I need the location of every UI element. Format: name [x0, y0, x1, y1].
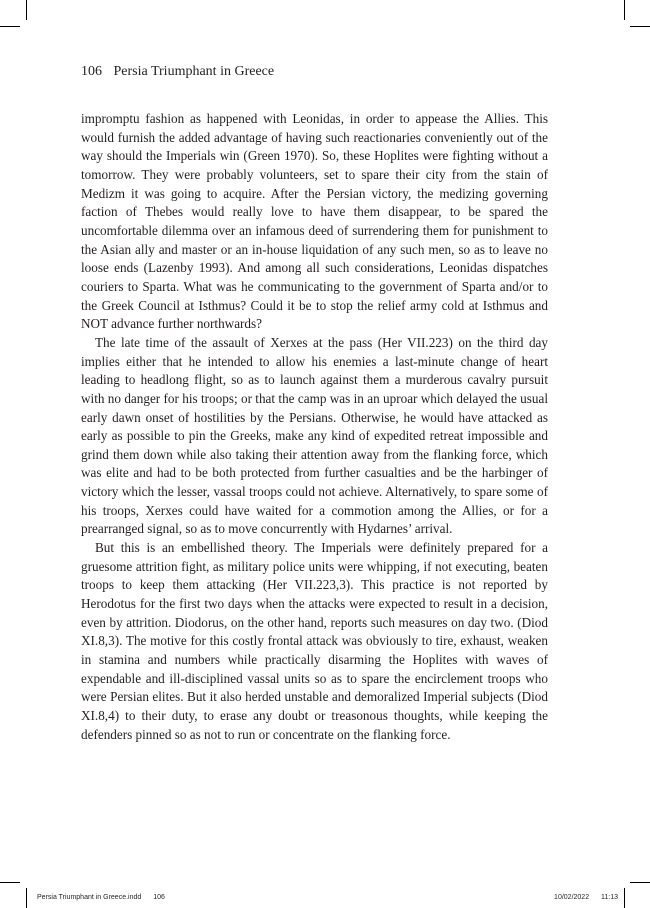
crop-mark	[26, 888, 27, 908]
slug-file-info	[37, 893, 165, 902]
running-head	[81, 62, 274, 82]
paragraph: impromptu fashion as happened with Leonidas, in order to appease the Allies. This would furnish the added advantage of having such reactionaries conveniently out of the way should the Imperials win (Green 1970). So, these Hoplites were fighting without a tomorrow. They were probably volunteers, set to spare their city from the stain of Medizm it was going to acquire. After the Persian victory, the medizing governing faction of Thebes would really love to have them disappear, to be spared the uncomfortable dilemma over an infamous deed of surrendering them for punishment to the Asian ally and master or an in-house liquidation of any such men, so as to leave no loose ends (Lazenby 1993). And among all such considerations, Leonidas dispatches couriers to Sparta. What was he communicating to the government of Sparta and/or to the Greek Council at Isthmus? Could it be to stop the relief army cold at Isthmus and NOT advance further northwards?	[81, 111, 548, 332]
body-text	[81, 110, 548, 744]
crop-mark	[26, 0, 27, 20]
crop-mark	[630, 26, 650, 27]
crop-mark	[624, 888, 625, 908]
crop-mark	[630, 882, 650, 883]
running-head-title: Persia Triumphant in Greece	[113, 64, 275, 79]
page-number: 106	[81, 64, 102, 79]
crop-mark	[0, 882, 20, 883]
paragraph: The late time of the assault of Xerxes at the pass (Her VII.223) on the third day implies either that he intended to allow his enemies a last-minute change of heart leading to headlong flight, so as to launch against them a murderous cavalry pursuit with no danger for his troops; or that the camp was in an uproar which delayed the usual early dawn onset of hostilities by the Persians. Otherwise, he would have attacked as early as possible to pin the Greeks, make any kind of expedited retreat impossible and grind them down while also taking their attention away from the flanking force, which was elite and had to be both protected from further casualties and be the harbinger of victory which the lesser, vassal troops could not achieve. Alternatively, to spare some of his troops, Xerxes could have waited for a commotion among the Allies, or for a prearranged signal, so as to move concurrently with Hydarnes’ arrival.	[81, 334, 548, 537]
slug-page: 106	[153, 894, 165, 901]
slug-date: 10/02/2022	[554, 894, 590, 901]
paragraph: But this is an embellished theory. The Imperials were definitely prepared for a gruesome attrition fight, as military police units were whipping, if not executing, beaten troops to keep them attacking (Her VII.223,3). This practice is not reported by Herodotus for the first two days when the attacks were expected to result in a decision, even by attrition. Diodorus, on the other hand, reports such measures on day two. (Diod XI.8,3). The motive for this costly frontal attack was obviously to tire, exhaust, weaken in stamina and numbers while practically disarming the Hoplites with waves of expendable and ill-disciplined vassal units so as to spare the encirclement troops who were Persian elites. But it also herded unstable and demoralized Imperial subjects (Diod XI.8,4) to their duty, to erase any doubt or treasonous thoughts, while keeping the defenders pinned so as not to run or concentrate on the flanking force.	[81, 540, 548, 742]
crop-mark	[624, 0, 625, 20]
crop-mark	[0, 26, 20, 27]
slug-file-name: Persia Triumphant in Greece.indd	[37, 894, 142, 901]
slug-date-info	[554, 893, 618, 902]
slug-time: 11:13	[601, 894, 618, 901]
